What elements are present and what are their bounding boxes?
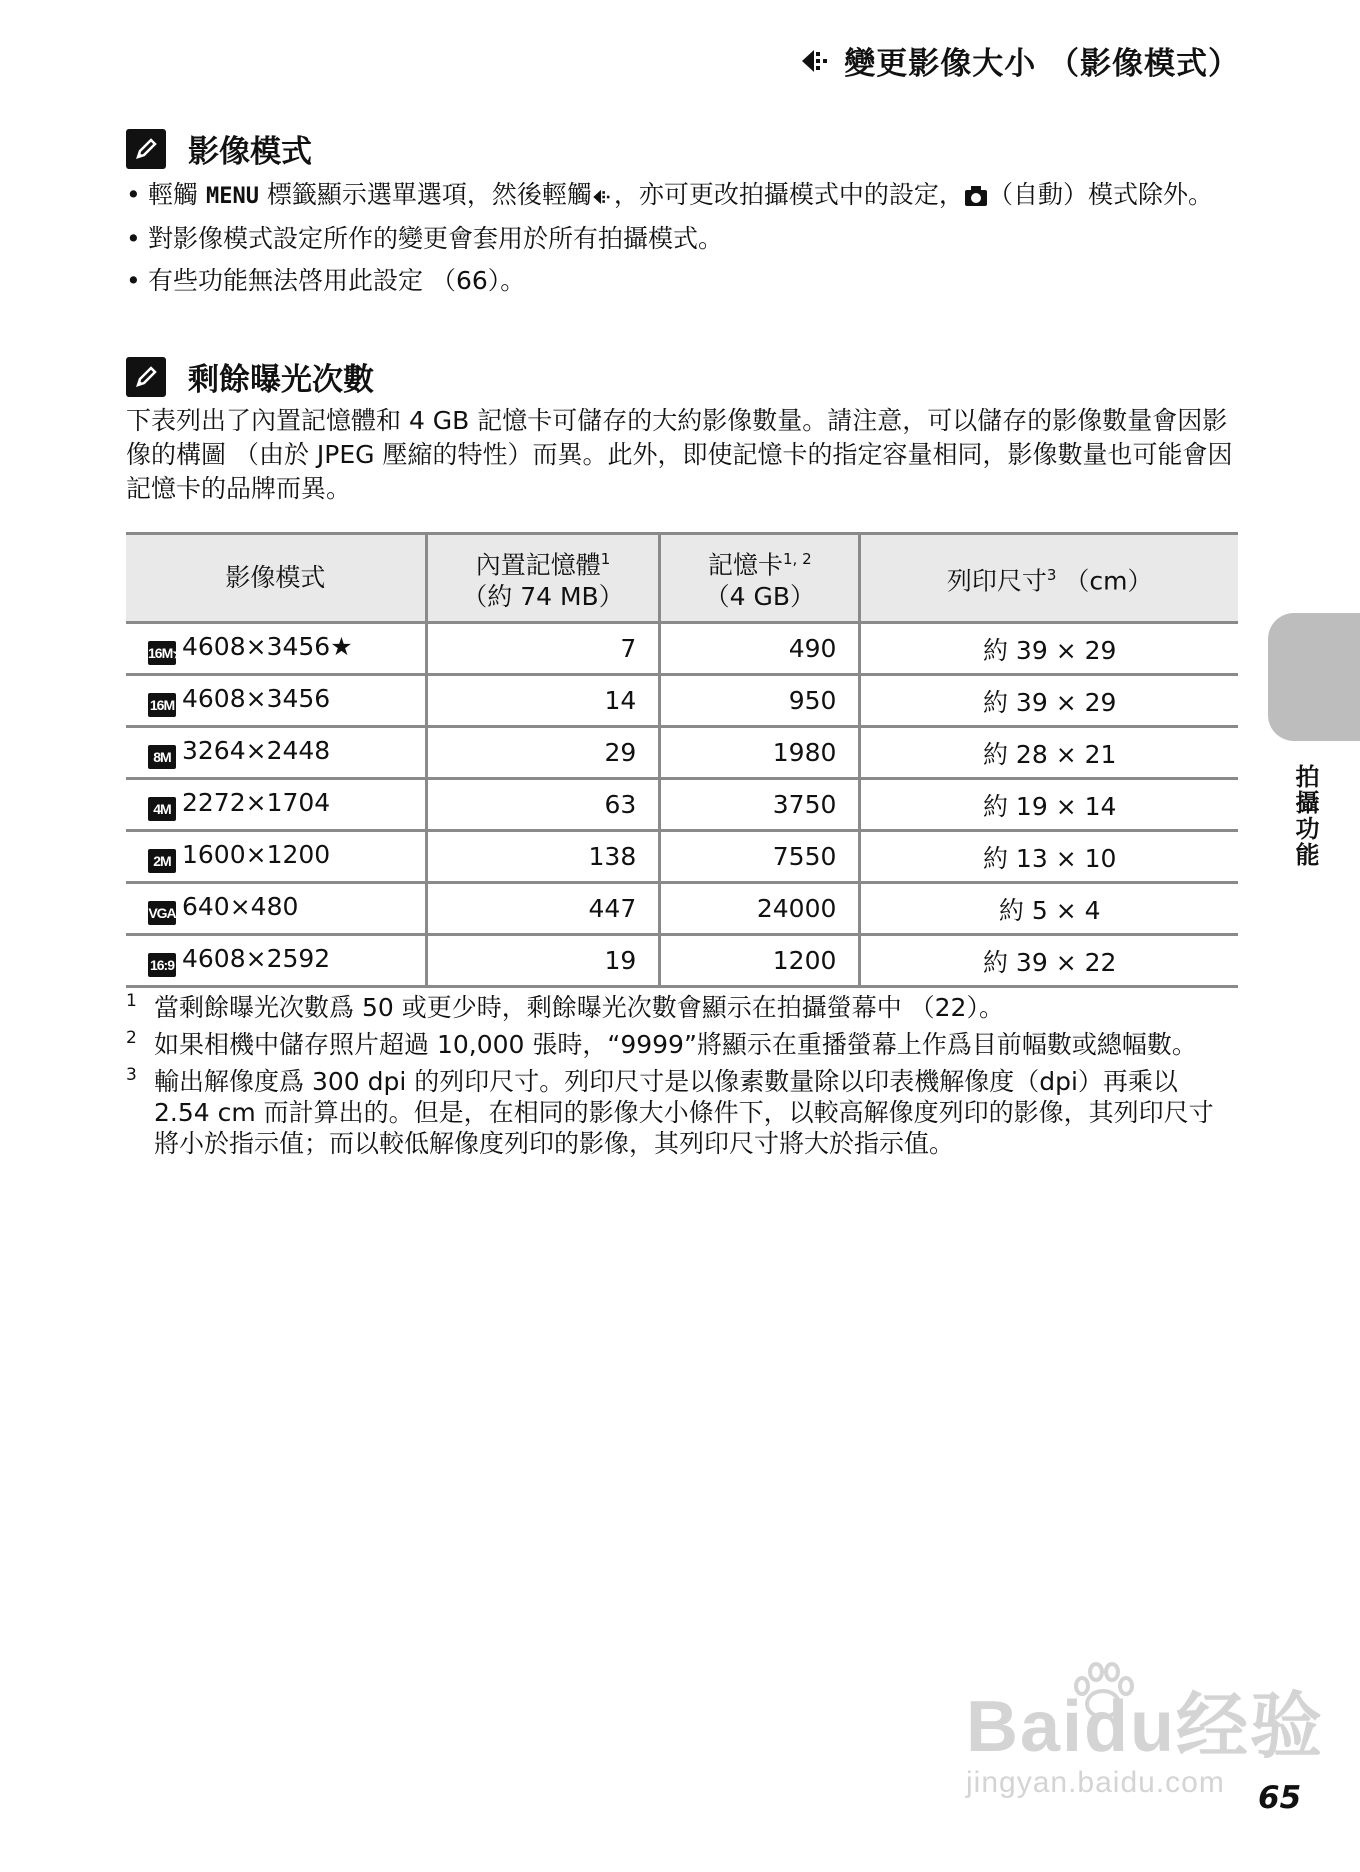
header-title-text: 變更影像大小 （影像模式） [844,46,1240,82]
mode-badge-icon: VGA [148,901,176,925]
mode-cell: 16M 4608×3456 [126,675,426,727]
mode-cell: 16M★4608×3456★ [126,623,426,675]
print-size-cell: 約 19 × 14 [860,779,1238,831]
mode-cell: 2M 1600×1200 [126,831,426,883]
image-mode-icon [592,187,614,207]
image-capacity-table [126,532,1238,988]
mode-cell: 4M 2272×1704 [126,779,426,831]
column-header-mode: 影像模式 [126,534,426,623]
pencil-note-icon [126,357,166,397]
print-size-cell: 約 39 × 29 [860,623,1238,675]
chapter-tab [1268,613,1360,741]
table-row [126,623,1238,675]
chapter-label: 拍攝功能 [1291,764,1319,868]
internal-cell: 63 [426,779,660,831]
mode-badge-icon: 2M [148,849,176,873]
mode-cell: VGA 640×480 [126,883,426,935]
watermark: Baidu经验 jingyan.baidu.com [966,1687,1325,1799]
internal-cell: 447 [426,883,660,935]
print-size-cell: 約 39 × 29 [860,675,1238,727]
table-row [126,935,1238,987]
auto-mode-camera-icon [964,185,988,207]
internal-cell: 19 [426,935,660,987]
footnote: 1 當剩餘曝光次數爲 50 或更少時，剩餘曝光次數會顯示在拍攝螢幕中 （22）。 [126,991,1004,1022]
print-size-cell: 約 13 × 10 [860,831,1238,883]
card-cell: 3750 [660,779,860,831]
mode-badge-icon: 4M [148,797,176,821]
card-cell: 1980 [660,727,860,779]
page-header [800,38,1240,83]
print-size-cell: 約 39 × 22 [860,935,1238,987]
card-cell: 1200 [660,935,860,987]
list-item: • 輕觸 MENU 標籤顯示選單選項，然後輕觸 ，亦可更改拍攝模式中的設定， （自動）模式除外。 [126,178,1236,214]
pencil-note-icon [126,129,166,169]
column-header-internal: 內置記憶體$^1$ （約 74 MB） [426,534,660,623]
menu-label: MENU [205,184,259,209]
table-footnotes [126,992,1236,1165]
page-number: 65 [1258,1780,1302,1816]
print-size-cell: 約 28 × 21 [860,727,1238,779]
remaining-shots-paragraph: 下表列出了內置記憶體和 4 GB 記憶卡可儲存的大約影像數量。請注意，可以儲存的影像數量會因影像的構圖 （由於 JPEG 壓縮的特性）而異。此外，即使記憶卡的指定容量相同，影像數量也可能會因記憶卡的品牌而異。 [126,406,1233,503]
mode-badge-icon: 16M [148,693,176,717]
mode-badge-icon: 16M★ [148,641,176,665]
mode-cell: 8M 3264×2448 [126,727,426,779]
mode-badge-icon: 16:9 [148,953,176,977]
card-cell: 490 [660,623,860,675]
internal-cell: 14 [426,675,660,727]
column-header-print-size: 列印尺寸$^3$ （cm） [860,534,1238,623]
internal-cell: 138 [426,831,660,883]
table-row [126,779,1238,831]
table-header-row [126,534,1238,623]
column-header-card: 記憶卡$^{1, 2}$ （4 GB） [660,534,860,623]
footnote: 3 輸出解像度爲 300 dpi 的列印尺寸。列印尺寸是以像素數量除以印表機解像度（dpi）再乘以 2.54 cm 而計算出的。但是，在相同的影像大小條件下，以較高解像度列印的影像，其列印尺寸將小於指示值；而以較低解像度列印的影像，其列印尺寸將大於指示值。 [126,1065,1214,1158]
mode-cell: 16:9 4608×2592 [126,935,426,987]
card-cell: 950 [660,675,860,727]
list-item: • 對影像模式設定所作的變更會套用於所有拍攝模式。 [126,222,1236,256]
section-title-image-mode: 影像模式 [126,126,312,171]
card-cell: 24000 [660,883,860,935]
image-mode-notes [126,178,1236,306]
internal-cell: 29 [426,727,660,779]
card-cell: 7550 [660,831,860,883]
table-row [126,831,1238,883]
table-row [126,883,1238,935]
section-title-remaining-shots: 剩餘曝光次數 [126,354,374,399]
table-row [126,727,1238,779]
table-row [126,675,1238,727]
footnote: 2 如果相機中儲存照片超過 10,000 張時，“9999”將顯示在重播螢幕上作爲目前幅數或總幅數。 [126,1028,1197,1059]
image-mode-icon [800,46,834,76]
mode-badge-icon: 8M [148,745,176,769]
list-item: • 有些功能無法啓用此設定 （66）。 [126,264,1236,298]
internal-cell: 7 [426,623,660,675]
print-size-cell: 約 5 × 4 [860,883,1238,935]
